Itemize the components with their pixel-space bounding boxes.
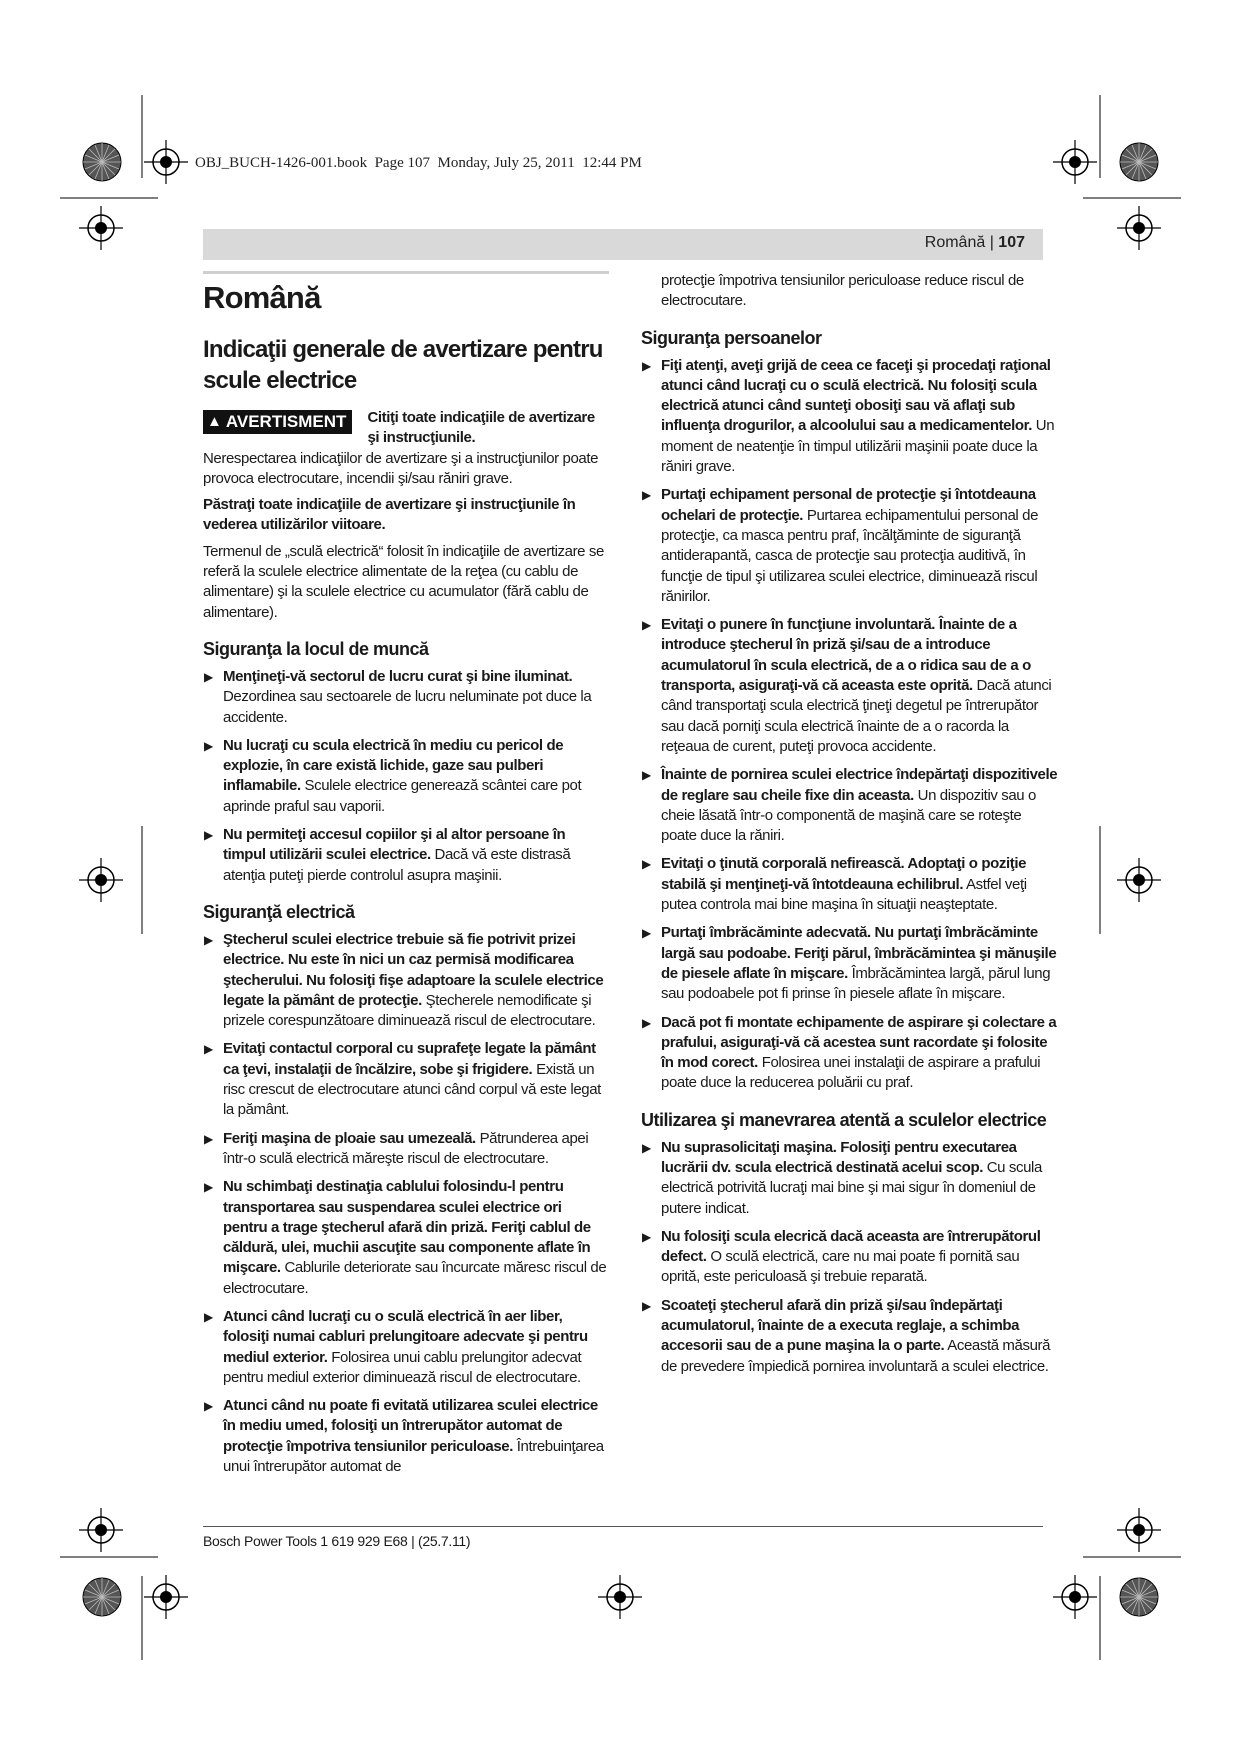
item-text: Purtarea echipamentului personal de protecţie, ca masca pentru praf, încălţăminte de siguranţă antiderapantă, casca de protecţie sau protecţia auditivă, în funcţie de tipul şi utilizarea sculei electrice, diminuează riscul rănirilor.: [661, 506, 1039, 605]
item-bold-text: Nu suprasolicitaţi maşina. Folosiţi pentru executarea lucrării dv. scula electrică destinată acelui scop.: [661, 1138, 1017, 1176]
bullet-arrow-icon: ▶: [642, 1015, 651, 1030]
bullet-arrow-icon: ▶: [204, 669, 213, 684]
item-text: Dezordinea sau sectoarele de lucru neluminate pot duce la accidente.: [223, 688, 592, 726]
warning-text: Citiţi toate indicaţiile de avertizare şi instrucţiunile.: [367, 409, 595, 447]
warning-triangle-icon: ▲: [207, 413, 222, 430]
list-item: [641, 356, 1059, 478]
registration-target: [1117, 206, 1161, 250]
item-bold-text: Nu lucraţi cu scula electrică în mediu cu pericol de explozie, în care există lichide, gaze sau pulberi inflamabile.: [223, 736, 564, 795]
warning-badge: [203, 410, 352, 434]
item-text: Dacă atunci când transportaţi scula electrică ţineţi degetul pe întrerupător sau dacă porniţi scula electrică înainte de a o racorda la reţeaua de curent, puteţi provoca accidente.: [661, 677, 1052, 755]
registration-wheel: [1120, 1578, 1158, 1616]
page-header-bar: [203, 229, 1043, 260]
bullet-arrow-icon: ▶: [204, 1042, 213, 1057]
item-bold-text: Evitaţi o punere în funcţiune involuntară. Înainte de a introduce ştecherul în priză şi/sau de a introduce acumulatorul în scula electrică, de a o ridica sau de a o transporta, asiguraţi-vă că aceasta este oprită.: [661, 616, 1031, 695]
warning-badge-label: AVERTISMENT: [225, 412, 347, 431]
footer: Bosch Power Tools 1 619 929 E68 | (25.7.11): [203, 1533, 471, 1549]
continuation-text: protecţie împotriva tensiunilor periculoase reduce riscul de electrocutare.: [661, 272, 1024, 310]
bullet-arrow-icon: ▶: [204, 932, 213, 947]
list-item: [203, 1396, 609, 1477]
bullet-arrow-icon: ▶: [642, 926, 651, 941]
item-bold-text: Purtaţi îmbrăcăminte adecvată. Nu purtaţi îmbrăcăminte largă sau podoabe. Feriţi părul, îmbrăcămintea şi mănuşile de piesele aflate în mişcare.: [661, 924, 1057, 982]
section-heading-tool-use: Utilizarea şi manevrarea atentă a sculelor electrice: [641, 1109, 1047, 1130]
right-column: [641, 271, 1059, 1385]
bullet-arrow-icon: ▶: [642, 488, 651, 503]
header-language: Română: [924, 234, 986, 251]
list-item: [641, 923, 1059, 1004]
section-heading-electrical: Siguranţă electrică: [203, 901, 355, 922]
bullet-arrow-icon: ▶: [204, 738, 213, 753]
registration-target: [598, 1575, 642, 1619]
registration-target: [144, 1575, 188, 1619]
list-item: [641, 485, 1059, 607]
page-number: 107: [998, 234, 1025, 251]
list-item: [203, 1177, 609, 1299]
section-heading-work-area: Siguranţa la locul de muncă: [203, 638, 429, 659]
section-heading-personal: Siguranţa persoanelor: [641, 327, 822, 348]
item-bold-text: Fiţi atenţi, aveţi grijă de ceea ce faceţi şi procedaţi raţional atunci când lucraţi cu o sculă electrică. Nu folosiţi scula electrică atunci când sunteţi obosiţi sau vă aflaţi sub influenţa drogurilor, a alcoolului sau a medicamentelor.: [661, 356, 1051, 435]
bullet-arrow-icon: ▶: [204, 1180, 213, 1195]
item-text: Un dispozitiv sau o cheie lăsată într-o componentă de maşină care se roteşte poate duce la răniri.: [661, 786, 1036, 845]
item-text: Cablurile deteriorate sau încurcate măresc riscul de electrocutare.: [223, 1259, 607, 1297]
item-text: Există un risc crescut de electrocutare atunci când corpul vă este legat la pământ.: [223, 1060, 601, 1119]
tool-use-list: [641, 1138, 1059, 1377]
bullet-arrow-icon: ▶: [642, 1140, 651, 1155]
item-text: Această măsură de prevedere împiedică pornirea involuntară a sculei electrice.: [661, 1337, 1051, 1375]
list-item: [641, 854, 1059, 915]
item-text: Dacă vă este distrasă atenţia puteţi pierde controlul asupra maşinii.: [223, 846, 571, 884]
work-area-list: [203, 667, 609, 886]
item-text: Folosirea unei instalaţii de aspirare a prafului poate duce la reducerea poluării cu praf.: [661, 1054, 1041, 1092]
item-bold-text: Nu folosiţi scula elecrică dacă aceasta are întrerupătorul defect.: [661, 1227, 1041, 1266]
item-bold-text: Evitaţi o ţinută corporală nefirească. Adoptaţi o poziţie stabilă şi menţineţi-vă întotdeauna echilibrul.: [661, 855, 1027, 893]
bullet-arrow-icon: ▶: [642, 857, 651, 872]
list-item: [203, 930, 609, 1031]
registration-target: [79, 858, 123, 902]
list-item: [641, 1138, 1059, 1219]
item-text: Ştecherele nemodificate şi prizele corespunzătoare diminuează riscul de electrocutare.: [223, 991, 596, 1030]
list-item: [203, 1129, 609, 1170]
item-text: O sculă electrică, care nu mai poate fi pornită sau oprită, este periculoasă şi trebuie reparată.: [661, 1248, 1020, 1286]
registration-target: [1053, 140, 1097, 184]
keep-instructions: Păstraţi toate indicaţiile de avertizare şi instrucţiunile în vederea utilizărilor viitoare.: [203, 496, 576, 534]
list-item: [641, 1296, 1059, 1377]
print-header: OBJ_BUCH-1426-001.book Page 107 Monday, July 25, 2011 12:44 PM: [195, 155, 642, 171]
bullet-arrow-icon: ▶: [204, 1131, 213, 1146]
registration-wheel: [83, 143, 121, 181]
item-bold-text: Nu schimbaţi destinaţia cablului folosindu-l pentru transportarea sau suspendarea sculei electrice ori pentru a trage ştecherul afară din priză. Feriţi cablul de căldură, ulei, muchii ascuţite sau componente aflate în mişcare.: [223, 1178, 591, 1277]
warning-row: [203, 408, 609, 449]
item-text: Sculele electrice generează scântei care pot aprinde praful sau vaporii.: [223, 777, 582, 815]
item-bold-text: Purtaţi echipament personal de protecţie şi întotdeauna ochelari de protecţie.: [661, 486, 1036, 524]
list-item: [203, 1307, 609, 1388]
registration-target: [79, 1508, 123, 1552]
registration-wheel: [1120, 143, 1158, 181]
bullet-arrow-icon: ▶: [642, 1298, 651, 1313]
term-paragraph: Termenul de „sculă electrică“ folosit în indicaţiile de avertizare se referă la sculele electrice alimentate de la reţea (cu cablu de alimentare) şi la sculele electrice cu acumulator (fără cablu de alimentare).: [203, 542, 604, 621]
list-item: [641, 1227, 1059, 1288]
item-bold-text: Menţineţi-vă sectorul de lucru curat şi bine iluminat.: [223, 667, 573, 685]
electrical-list: [203, 930, 609, 1477]
item-text: Folosirea unui cablu prelungitor adecvat pentru mediul exterior diminuează riscul de electrocutare.: [223, 1348, 582, 1386]
registration-target: [1117, 858, 1161, 902]
footer-rule: [203, 1526, 1043, 1527]
item-bold-text: Evitaţi contactul corporal cu suprafeţe legate la pământ ca ţevi, instalaţii de încălzire, sobe şi frigidere.: [223, 1040, 596, 1078]
bullet-arrow-icon: ▶: [204, 828, 213, 843]
item-bold-text: Ştecherul sculei electrice trebuie să fie potrivit prizei electrice. Nu este în nici un caz permisă modificarea ştecherului. Nu folosiţi fişe adaptoare la sculele electrice legate la pământ de protecţie.: [223, 930, 604, 1009]
bullet-arrow-icon: ▶: [642, 1229, 651, 1244]
bullet-arrow-icon: ▶: [642, 358, 651, 373]
bullet-arrow-icon: ▶: [204, 1399, 213, 1414]
list-item: [641, 615, 1059, 757]
list-item: [641, 765, 1059, 846]
personal-list: [641, 356, 1059, 1094]
item-bold-text: Nu permiteţi accesul copiilor şi al altor persoane în timpul utilizării sculei electrice.: [223, 826, 566, 864]
left-column: [203, 271, 609, 1485]
item-bold-text: Dacă pot fi montate echipamente de aspirare şi colectare a prafului, asiguraţi-vă că acestea sunt racordate şi folosite în mod corect.: [661, 1013, 1057, 1072]
main-heading: Indicaţii generale de avertizare pentru scule electrice: [203, 336, 603, 394]
registration-target: [1117, 1508, 1161, 1552]
warning-body: Nerespectarea indicaţiilor de avertizare şi a instrucţiunilor poate provoca electrocutare, incendii şi/sau răniri grave.: [203, 449, 599, 487]
item-bold-text: Înainte de pornirea sculei electrice îndepărtaţi dispozitivele de reglare sau cheile fixe din aceasta.: [661, 766, 1058, 804]
bullet-arrow-icon: ▶: [204, 1309, 213, 1324]
list-item: [641, 1013, 1059, 1094]
registration-target: [79, 206, 123, 250]
item-text: Îmbrăcămintea largă, părul lung sau podoabele pot fi prinse în piesele aflate în mişcare.: [661, 964, 1051, 1003]
language-title: Română: [203, 280, 321, 315]
item-bold-text: Atunci când nu poate fi evitată utilizarea sculei electrice în mediu umed, folosiţi un întrerupător automat de protecţie împotriva tensiunilor periculoase.: [223, 1397, 598, 1455]
list-item: [203, 736, 609, 817]
title-rule: [203, 271, 609, 274]
registration-target: [1053, 1575, 1097, 1619]
bullet-arrow-icon: ▶: [642, 768, 651, 783]
item-text: Întrebuinţarea unui întrerupător automat de: [223, 1437, 604, 1476]
bullet-arrow-icon: ▶: [642, 618, 651, 633]
item-text: Astfel veţi putea controla mai bine maşina în situaţii neaşteptate.: [661, 875, 1027, 914]
item-text: Pătrunderea apei într-o sculă electrică măreşte riscul de electrocutare.: [223, 1129, 589, 1167]
page-header: Română | 107: [924, 234, 1025, 251]
list-item: [203, 667, 609, 728]
registration-wheel: [83, 1578, 121, 1616]
item-bold-text: Atunci când lucraţi cu o sculă electrică în aer liber, folosiţi numai cabluri prelungitoare adecvate şi pentru mediul exterior.: [223, 1307, 588, 1366]
item-bold-text: Feriţi maşina de ploaie sau umezeală.: [223, 1129, 476, 1147]
list-item: [203, 825, 609, 886]
item-text: Un moment de neatenţie în timpul utilizării maşinii poate duce la răniri grave.: [661, 417, 1055, 476]
list-item: [203, 1039, 609, 1120]
registration-target: [144, 140, 188, 184]
item-bold-text: Scoateţi ştecherul afară din priză şi/sau îndepărtaţi acumulatorul, înainte de a executa reglaje, a schimba accesorii sau de a pune maşina la o parte.: [661, 1296, 1020, 1355]
item-text: Cu scula electrică potrivită lucraţi mai bine şi mai sigur în domeniul de putere indicat.: [661, 1158, 1042, 1217]
